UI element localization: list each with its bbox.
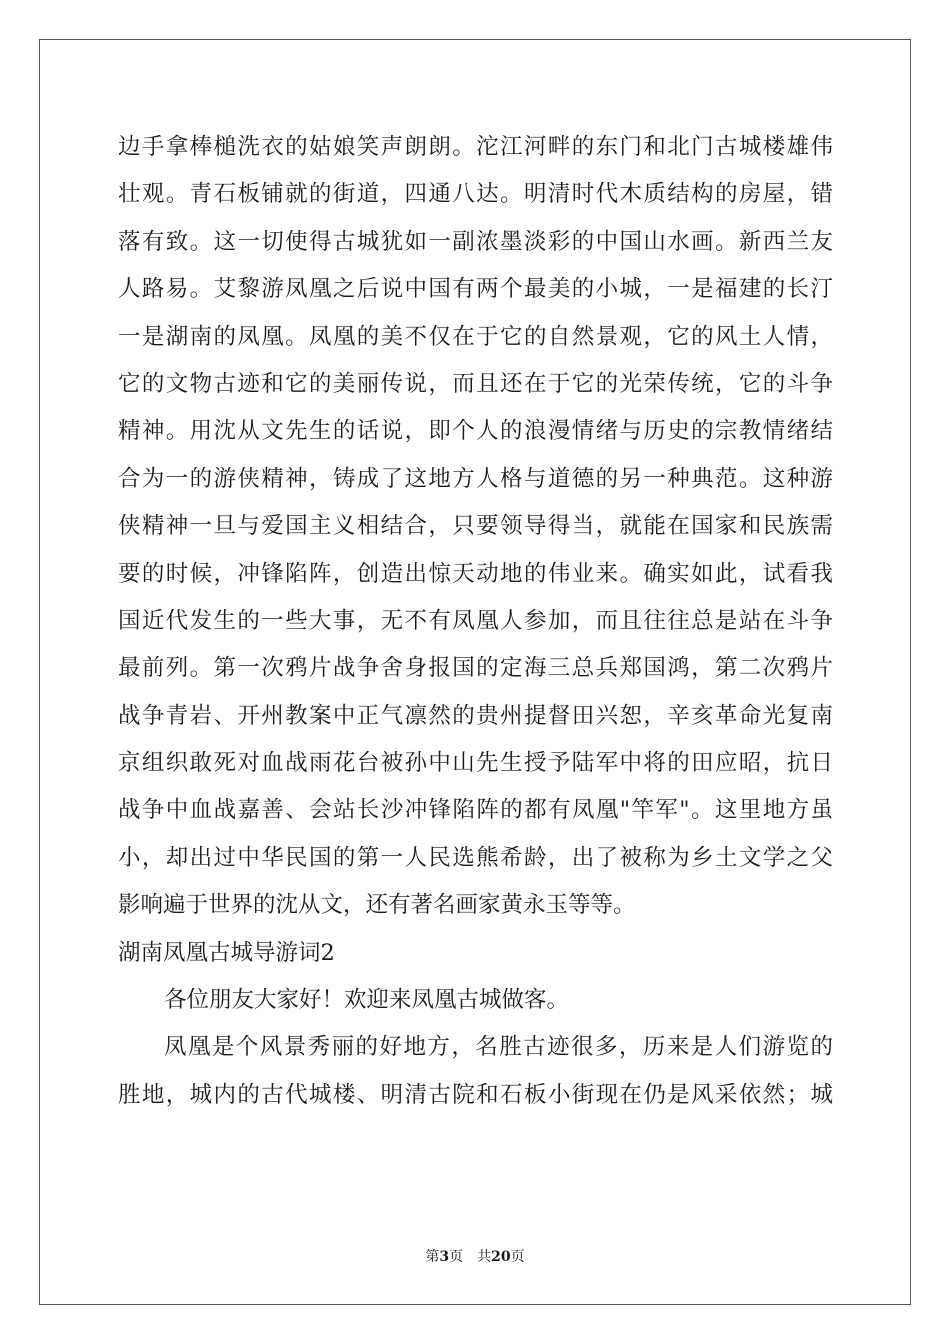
document-body (118, 124, 833, 1119)
body-line: 战争中血战嘉善、会站长沙冲锋陷阵的都有凤凰"竿军"。这里地方虽 (118, 797, 833, 824)
body-line: 合为一的游侠精神，铸成了这地方人格与道德的另一种典范。这种游 (118, 465, 833, 492)
body-line: 人路易。艾黎游凤凰之后说中国有两个最美的小城，一是福建的长汀 (118, 276, 833, 303)
body-line: 一是湖南的凤凰。凤凰的美不仅在于它的自然景观，它的风土人情， (118, 323, 833, 350)
body-line: 凤凰是个风景秀丽的好地方，名胜古迹很多，历来是人们游览的 (164, 1034, 833, 1061)
body-line: 要的时候，冲锋陷阵，创造出惊天动地的伟业来。确实如此，试看我 (118, 560, 833, 587)
body-line: 京组织敢死对血战雨花台被孙中山先生授予陆军中将的田应昭，抗日 (118, 750, 833, 777)
greeting-paragraph: 各位朋友大家好！欢迎来凤凰古城做客。 (164, 987, 570, 1014)
page-footer (0, 1246, 950, 1266)
section-heading: 湖南凤凰古城导游词2 (118, 939, 335, 966)
body-line: 边手拿棒槌洗衣的姑娘笑声朗朗。沱江河畔的东门和北门古城楼雄伟 (118, 134, 833, 160)
footer-total-pages: 20 (491, 1249, 511, 1265)
body-line: 最前列。第一次鸦片战争舍身报国的定海三总兵郑国鸿，第二次鸦片 (118, 655, 833, 682)
body-line: 小，却出过中华民国的第一人民选熊希龄，出了被称为乡土文学之父 (118, 844, 833, 871)
body-line: 影响遍于世界的沈从文，还有著名画家黄永玉等等。 (118, 892, 636, 919)
body-line: 国近代发生的一些大事，无不有凤凰人参加，而且往往总是站在斗争 (118, 607, 833, 634)
body-line: 精神。用沈从文先生的话说，即个人的浪漫情绪与历史的宗教情绪结 (118, 418, 833, 445)
footer-total-unit: 页 (510, 1249, 525, 1265)
body-line: 落有致。这一切使得古城犹如一副浓墨淡彩的中国山水画。新西兰友 (118, 228, 833, 255)
footer-page-unit: 页 (449, 1249, 464, 1265)
footer-page-number: 3 (439, 1249, 450, 1265)
body-line: 壮观。青石板铺就的街道，四通八达。明清时代木质结构的房屋，错 (118, 181, 833, 208)
body-line: 侠精神一旦与爱国主义相结合，只要领导得当，就能在国家和民族需 (118, 513, 833, 540)
body-line: 胜地，城内的古代城楼、明清古院和石板小街现在仍是风采依然；城 (118, 1081, 833, 1108)
footer-page-prefix: 第 (425, 1249, 440, 1265)
body-line: 它的文物古迹和它的美丽传说，而且还在于它的光荣传统，它的斗争 (118, 370, 833, 397)
footer-total-prefix: 共 (477, 1249, 492, 1265)
body-line: 战争青岩、开州教案中正气凛然的贵州提督田兴恕，辛亥革命光复南 (118, 702, 833, 729)
